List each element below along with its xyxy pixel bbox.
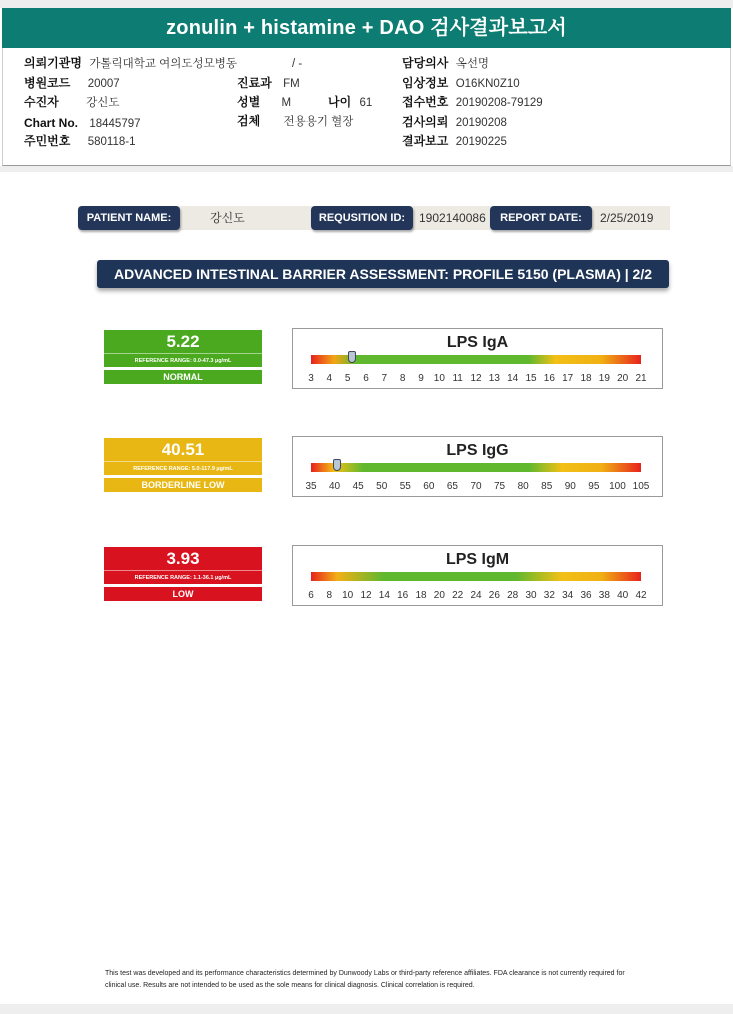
report-date-label: 결과보고	[402, 134, 449, 148]
scale-tick-label: 16	[543, 373, 555, 384]
request-label: 검사의뢰	[402, 115, 449, 129]
specimen-row	[237, 114, 353, 129]
scale-tick-label: 45	[352, 481, 364, 492]
scale-tick-label: 70	[470, 481, 482, 492]
result-status: LOW	[104, 587, 262, 601]
institution-value: 가톨릭대학교 여의도성모병동	[89, 58, 237, 70]
reference-range: REFERENCE RANGE: 5.0-117.9 µg/mL	[104, 461, 262, 475]
report-date-pill-label: REPORT DATE:	[490, 206, 592, 230]
dept-label: 진료과	[237, 76, 272, 90]
clinical-value: O16KN0Z10	[455, 78, 520, 90]
gradient-bar	[311, 355, 641, 364]
scale-ticks	[308, 373, 647, 385]
scale-tick-label: 28	[507, 590, 519, 601]
receipt-row	[402, 95, 543, 110]
scale-ticks	[308, 590, 647, 602]
scale-tick-label: 7	[381, 373, 388, 384]
request-value: 20190208	[455, 117, 507, 129]
patient-value: 강신도	[86, 97, 120, 109]
requisition-id-value: 1902140086	[419, 211, 486, 225]
scale-tick-label: 14	[507, 373, 519, 384]
scale-tick-label: 32	[543, 590, 555, 601]
scale-tick-label: 21	[635, 373, 647, 384]
patient-name-value: 강신도	[210, 211, 245, 225]
dept-row	[237, 76, 300, 91]
report-date-pill-value: 2/25/2019	[600, 211, 654, 225]
scale-tick-label: 105	[632, 481, 650, 492]
sex-row	[237, 95, 291, 110]
scale-tick-label: 10	[433, 373, 445, 384]
age-value: 61	[359, 97, 373, 109]
scale-tick-label: 30	[525, 590, 537, 601]
receipt-label: 접수번호	[402, 95, 449, 109]
hospital-code-label: 병원코드	[24, 76, 71, 90]
scale-tick-label: 75	[494, 481, 506, 492]
scale-tick-label: 38	[598, 590, 610, 601]
scale-tick-label: 4	[326, 373, 333, 384]
institution-label: 의뢰기관명	[24, 56, 82, 70]
ward-row	[292, 56, 302, 71]
scale-title: LPS IgA	[446, 334, 509, 351]
report-date-row	[402, 134, 507, 149]
scale-igm	[292, 545, 663, 606]
header-info	[2, 48, 731, 166]
scale-tick-label: 6	[363, 373, 369, 384]
patient-label: 수진자	[24, 95, 59, 109]
scale-tick-label: 100	[609, 481, 626, 492]
result-card-igm	[104, 547, 262, 601]
sex-value: M	[281, 97, 292, 109]
scale-tick-label: 13	[488, 373, 500, 384]
institution-row	[24, 56, 237, 71]
sex-label: 성별	[237, 95, 261, 109]
scale-tick-label: 6	[308, 590, 314, 601]
scale-tick-label: 12	[470, 373, 482, 384]
scale-tick-label: 5	[344, 373, 351, 384]
scale-tick-label: 20	[433, 590, 445, 601]
result-card-iga	[104, 330, 262, 384]
report-title: zonulin + histamine + DAO 검사결과보고서	[2, 8, 731, 48]
scale-tick-label: 18	[580, 373, 592, 384]
scale-title: LPS IgG	[446, 442, 509, 459]
dept-value: FM	[283, 78, 300, 90]
reference-range: REFERENCE RANGE: 1.1-36.1 µg/mL	[104, 570, 262, 584]
gradient-bar	[311, 463, 641, 472]
value-marker-icon	[348, 351, 356, 363]
top-band	[0, 0, 733, 8]
specimen-value: 전용용기 혈장	[283, 116, 354, 128]
scale-tick-label: 26	[488, 590, 500, 601]
receipt-value: 20190208-79129	[455, 97, 543, 109]
result-value: 3.93	[104, 547, 262, 570]
doctor-label: 담당의사	[402, 56, 449, 70]
scale-tick-label: 36	[580, 590, 592, 601]
scale-iga	[292, 328, 663, 389]
id-label: 주민번호	[24, 134, 71, 148]
gradient-bar	[311, 572, 641, 581]
doctor-value: 옥선명	[455, 58, 490, 70]
scale-tick-label: 35	[305, 481, 317, 492]
scale-tick-label: 10	[342, 590, 354, 601]
scale-tick-label: 24	[470, 590, 482, 601]
bottom-band	[0, 1004, 733, 1014]
chart-label: Chart No.	[24, 116, 78, 130]
scale-tick-label: 42	[635, 590, 647, 601]
scale-tick-label: 20	[617, 373, 629, 384]
scale-tick-label: 9	[418, 373, 424, 384]
id-row	[24, 134, 135, 149]
scale-tick-label: 15	[525, 373, 537, 384]
reference-range: REFERENCE RANGE: 0.0-47.3 µg/mL	[104, 353, 262, 367]
scale-tick-label: 16	[397, 590, 409, 601]
separator-band	[0, 166, 733, 172]
scale-tick-label: 17	[562, 373, 574, 384]
result-value: 40.51	[104, 438, 262, 461]
hospital-code-row	[24, 76, 120, 91]
scale-tick-label: 19	[598, 373, 610, 384]
result-value: 5.22	[104, 330, 262, 353]
hospital-code-value: 20007	[87, 78, 120, 90]
scale-tick-label: 95	[588, 481, 600, 492]
scale-tick-label: 90	[564, 481, 576, 492]
patient-name-label: PATIENT NAME:	[78, 206, 180, 230]
ward-value: / -	[292, 58, 303, 70]
result-status: BORDERLINE LOW	[104, 478, 262, 492]
scale-ticks	[305, 481, 650, 493]
age-row	[328, 95, 372, 110]
patient-info-strip	[78, 206, 670, 230]
request-row	[402, 115, 507, 130]
scale-tick-label: 60	[423, 481, 435, 492]
scale-tick-label: 65	[446, 481, 458, 492]
id-value: 580118-1	[87, 136, 136, 148]
footnote: This test was developed and its performance characteristics determined by Dunwoody Labs or third-party reference affiliates. FDA clearance is not currently required for clinical use. Results are not intended to be used as the sole means for clinical diagnosis. Clinical correlation is required.	[105, 970, 625, 989]
clinical-row	[402, 76, 520, 91]
report-date-value: 20190225	[455, 136, 507, 148]
scale-tick-label: 80	[517, 481, 529, 492]
scale-tick-label: 22	[452, 590, 464, 601]
scale-tick-label: 8	[399, 373, 406, 384]
scale-tick-label: 50	[376, 481, 388, 492]
scale-tick-label: 14	[378, 590, 390, 601]
chart-row	[24, 116, 141, 131]
result-card-igg	[104, 438, 262, 492]
section-title: ADVANCED INTESTINAL BARRIER ASSESSMENT: PROFILE 5150 (PLASMA) | 2/2	[97, 260, 669, 288]
scale-tick-label: 11	[452, 373, 463, 384]
scale-tick-label: 40	[617, 590, 629, 601]
scale-title: LPS IgM	[445, 551, 510, 568]
scale-tick-label: 8	[326, 590, 333, 601]
scale-tick-label: 18	[415, 590, 427, 601]
clinical-label: 임상정보	[402, 76, 449, 90]
scale-igg	[292, 436, 663, 497]
chart-value: 18445797	[89, 118, 141, 130]
scale-tick-label: 85	[541, 481, 553, 492]
scale-tick-label: 34	[562, 590, 574, 601]
result-status: NORMAL	[104, 370, 262, 384]
scale-tick-label: 55	[399, 481, 411, 492]
value-marker-icon	[333, 459, 341, 471]
scale-tick-label: 12	[360, 590, 372, 601]
requisition-id-label: REQUSITION ID:	[311, 206, 413, 230]
doctor-row	[402, 56, 489, 71]
specimen-label: 검체	[237, 114, 261, 128]
scale-tick-label: 40	[329, 481, 341, 492]
age-label: 나이	[328, 95, 352, 109]
patient-row	[24, 95, 119, 110]
scale-tick-label: 3	[308, 373, 314, 384]
